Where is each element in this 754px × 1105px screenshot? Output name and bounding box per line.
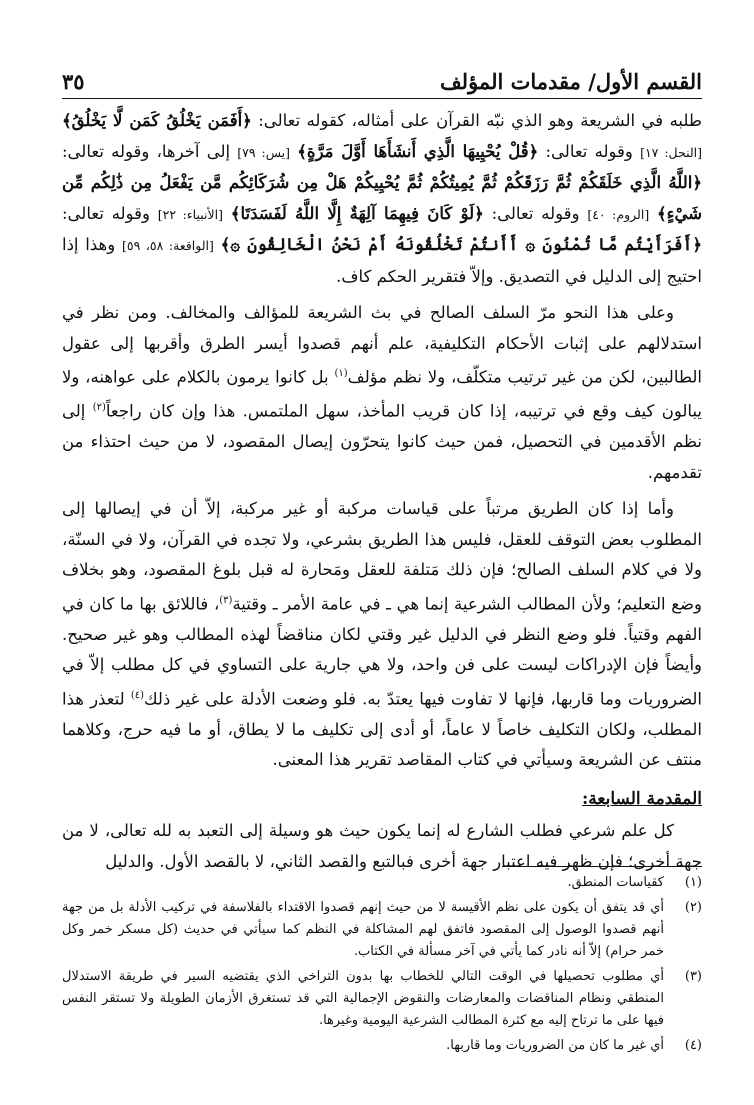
verse-reference: [الأنبياء: ٢٢] [157,206,223,222]
verse-reference: [الروم: ٤٠] [587,206,650,222]
page-number: ٣٥ [62,69,85,94]
quran-verse: ﴿قُلْ يُحْيِيهَا الَّذِي أَنشَأَهَا أَوَّلَ مَرَّةٍ﴾ [297,141,539,161]
quran-verse: ﴿أَفَرَأَيْتُم مَّا تُمْنُونَ ۞ أَأَنتُمْ تَخْلُقُونَهُ أَمْ نَحْنُ الْخَالِقُونَ ۞﴾ [220,235,702,254]
footnote-marker[interactable]: (٤) [130,689,145,701]
paragraph-4: كل علم شرعي فطلب الشارع له إنما يكون حيث هو وسيلة إلى التعبد به لله تعالى، لا من جهة أخرى؛ فإن ظهر فيه اعتبار جهة أخرى فبالتبع والقصد الثاني، لا بالقصد الأول. والدليل [62,821,702,871]
footnote-text: كقياسات المنطق. [567,875,664,890]
footnote-item [62,872,702,894]
verse-reference: [يس: ٧٩] [237,144,291,160]
quran-verse: ﴿لَوْ كَانَ فِيهِمَا آلِهَةٌ إِلَّا اللَّهُ لَفَسَدَتَا﴾ [230,203,484,223]
footnotes [62,872,702,1060]
footnote-number: (١) [684,875,702,890]
quran-verse: ﴿أَفَمَن يَخْلُقُ كَمَن لَّا يَخْلُقُ﴾ [62,111,252,130]
footnote-text: أي غير ما كان من الضروريات وما قاربها. [446,1038,664,1053]
verse-reference: [النحل: ١٧] [640,144,702,160]
paragraph-2: وعلى هذا النحو مرّ السلف الصالح في بث الشريعة للمؤالف والمخالف. ومن نظر في استدلالهم على إثبات الأحكام التكليفية، علم أنهم قصدوا أيسر الطرق وأقربها إلى عقول الطالبين، لكن من غير ترتيب متكلّف، ولا نظم مؤلف$^{(١)}$ بل كانوا يرمون بالكلام على عواهنه، ولا يبالون كيف وقع في ترتيبه، إذا كان قريب المأخذ، سهل الملتمس. هذا وإن كان راجعاً$^{(٢)}$ إلى نظم الأقدمين في التحصيل، فمن حيث كانوا يتحرّون إيصال المقصود، لا من حيث احتذاء من تقدمهم. [62,303,703,482]
footnote-text: أي قد يتفق أن يكون على نظم الأقيسة لا من حيث إنهم قصدوا الاقتداء بالفلاسفة في تركيب الأدلة بل من جهة أنهم قصدوا الوصول إلى المقصود فاتفق لهم المشاكلة في النظم كما سيأتي في حديث (كل مسكر خمر وكل خمر حرام) إلاّ أنه نادر كما يأتي في آخر مسألة في الكتاب. [62,900,664,959]
footnote-text: أي مطلوب تحصيلها في الوقت التالي للخطاب بها بدون التراخي الذي يقتضيه السير في طريقة الاستدلال المنطقي ونظام المناقضات والمعارضات والنقوض الإجمالية التي قد تستغرق الأزمان الطويلة ولا تستقر النفس فيها على ما ترتاح إليه مع كثرة المطالب الشرعية اليومية وغيرها. [62,969,664,1028]
quran-verse: ﴿اللَّهُ الَّذِي خَلَقَكُمْ ثُمَّ رَزَقَكُمْ ثُمَّ يُمِيتُكُمْ ثُمَّ يُحْيِيكُمْ هَلْ مِن شُرَكَائِكُم مَّن يَفْعَلُ مِن ذَٰلِكُم مِّن شَيْءٍ﴾ [62,173,703,223]
footnote-number: (٣) [684,969,702,984]
footnote-item [62,897,702,963]
footnote-number: (٢) [684,900,702,915]
footnote-marker[interactable]: (١) [334,368,348,379]
section-heading: المقدمة السابعة: [582,788,702,809]
footnote-marker[interactable]: (٣) [219,594,233,606]
paragraph-1: طلبه في الشريعة وهو الذي نبّه القرآن على أمثاله، كقوله تعالى: ﴿أَفَمَن يَخْلُقُ كَمَن لَّا يَخْلُقُ﴾ [النحل: ١٧] وقوله تعالى: ﴿قُلْ يُحْيِيهَا الَّذِي أَنشَأَهَا أَوَّلَ مَرَّةٍ﴾ [يس: ٧٩] إلى آخرها، وقوله تعالى: ﴿اللَّهُ الَّذِي خَلَقَكُمْ ثُمَّ رَزَقَكُمْ ثُمَّ يُمِيتُكُمْ ثُمَّ يُحْيِيكُمْ هَلْ مِن شُرَكَائِكُم مَّن يَفْعَلُ مِن ذَٰلِكُم مِّن شَيْءٍ﴾ [الروم: ٤٠] وقوله تعالى: ﴿لَوْ كَانَ فِيهِمَا آلِهَةٌ إِلَّا اللَّهُ لَفَسَدَتَا﴾ [الأنبياء: ٢٢] وقوله تعالى: ﴿أَفَرَأَيْتُم مَّا تُمْنُونَ ۞ أَأَنتُمْ تَخْلُقُونَهُ أَمْ نَحْنُ الْخَالِقُونَ ۞﴾ [الواقعة: ٥٨، ٥٩] وهذا إذا احتيج إلى الدليل في التصديق. وإلاّ فتقرير الحكم كاف. [62,111,703,286]
footnote-marker[interactable]: (٢) [92,402,106,413]
footnote-number: (٤) [684,1038,702,1053]
footnote-divider [502,866,702,867]
footnote-item [62,966,702,1032]
running-title: القسم الأول/ مقدمات المؤلف [439,69,702,94]
page-header [62,58,702,99]
footnote-item [62,1035,702,1057]
main-text [62,106,702,883]
verse-reference: [الواقعة: ٥٨، ٥٩] [122,238,214,253]
paragraph-3: وأما إذا كان الطريق مرتباً على قياسات مركبة أو غير مركبة، إلاّ أن في إيصالها إلى المطلوب بعض التوقف للعقل، فليس هذا الطريق بشرعي، ولا تجده في القرآن، ولا في السنّة، ولا في كلام السلف الصالح؛ فإن ذلك مَتلفة للعقل ومَحارة له قبل بلوغ المقصود، وهو بخلاف وضع التعليم؛ ولأن المطالب الشرعية إنما هي ـ في عامة الأمر ـ وقتية$^{(٣)}$، فاللائق بها ما كان في الفهم وقتياً. فلو وضع النظر في الدليل غير وقتي لكان مناقضاً لهذه المطالب وهو غير صحيح. وأيضاً فإن الإدراكات ليست على فن واحد، ولا هي جارية على التساوي في كل مطلب إلاّ في الضروريات وما قاربها، فإنها لا تفاوت فيها يعتدّ به. فلو وضعت الأدلة على غير ذلك$^{(٤)}$ لتعذر هذا المطلب، ولكان التكليف خاصاً لا عاماً، أو أدى إلى تكليف ما لا يطاق، أو ما فيه حرج، وكلاهما منتف عن الشريعة وسيأتي في كتاب المقاصد تقرير هذا المعنى. [62,499,703,769]
